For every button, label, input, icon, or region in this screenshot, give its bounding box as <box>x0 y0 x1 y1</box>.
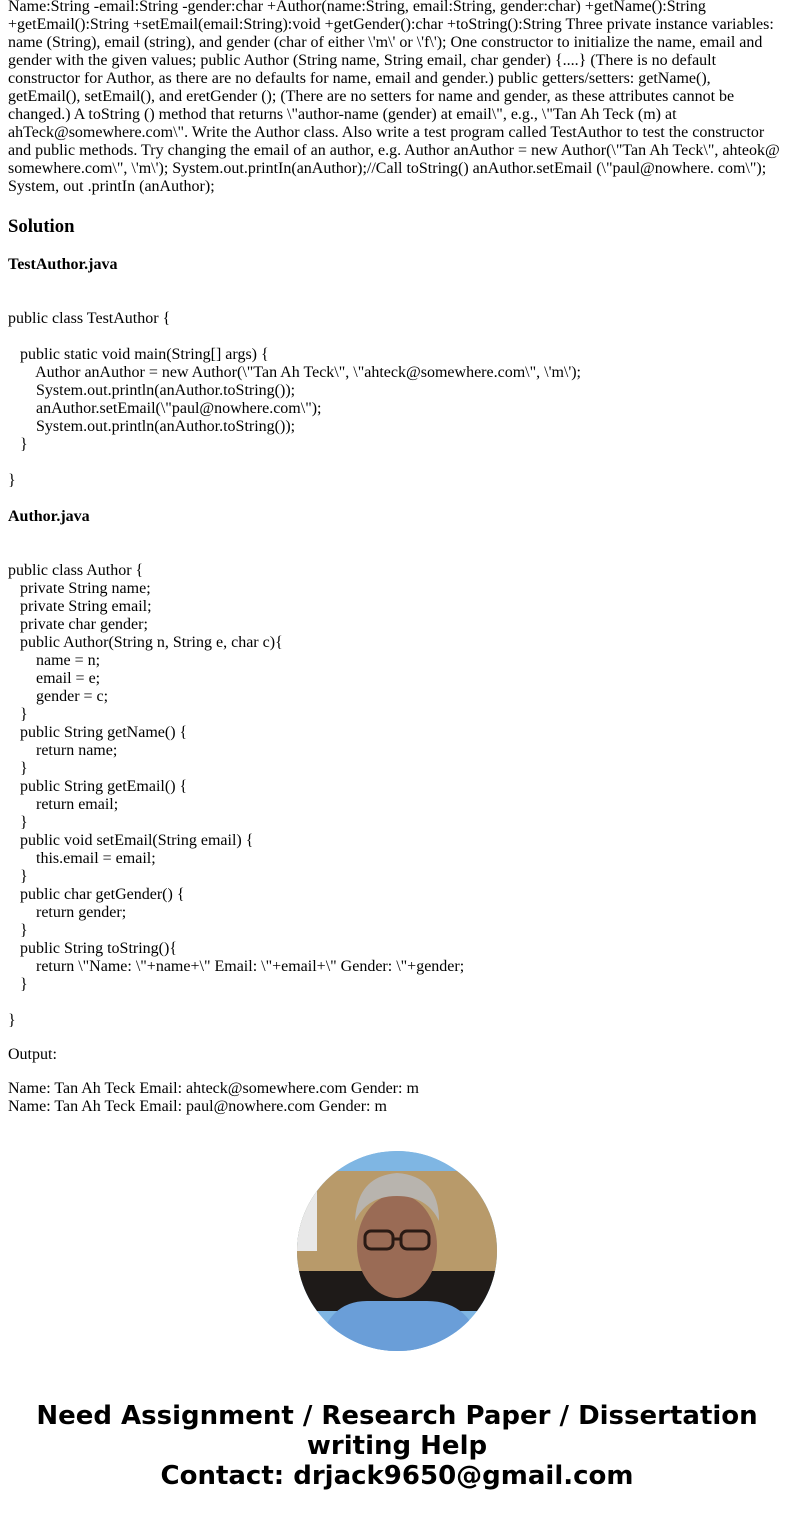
output-label: Output: <box>8 1046 57 1063</box>
solution-heading: Solution <box>8 216 75 237</box>
question-text: Name:String -email:String -gender:char +Author(name:String, email:String, gender:char) +getName():String +getEmail():String +setEmail(email:String):void +getGender():char +toString():String Three private instance variables: name (String), email (string), and gender (char of either \'m\' or \'f\'); One constructor to initialize the name, email and gender with the given values; public Author (String name, String email, char gender) {....} (There is no default constructor for Author, as there are no defaults for name, email and gender.) public getters/setters: getName(), getEmail(), setEmail(), and eretGender (); (There are no setters for name and gender, as these attributes cannot be changed.) A toString () method that returns \"author-name (gender) at email\", e.g., \"Tan Ah Teck (m) at ahTeck@somewhere.com\". Write the Author class. Also write a test program called TestAuthor to test the constructor and public methods. Try changing the email of an author, e.g. Author anAuthor = new Author(\"Tan Ah Teck\", ahteok@ somewhere.com\", \'m\'); System.out.printIn(anAuthor);//Call toString() anAuthor.setEmail (\"paul@nowhere. com\"); System, out .printIn (anAuthor); <box>8 0 780 195</box>
tutor-avatar <box>297 1151 497 1351</box>
author-code: public class Author { private String name; private String email; private char gender; public Author(String n, String e, char c){ name = n; email = e; gender = c; } public String getName() { return name; } public String getEmail() { return email; } public void setEmail(String email) { this.email = email; } public char getGender() { return gender; } public String toString(){ return \"Name: \"+name+\" Email: \"+email+\" Gender: \"+gender; } } <box>8 562 465 1029</box>
promo-line: Need Assignment / Research Paper / Dissertation writing Help <box>36 1401 758 1461</box>
promo-footer <box>0 1401 794 1491</box>
test-file-title: TestAuthor.java <box>8 256 118 273</box>
output-text: Name: Tan Ah Teck Email: ahteck@somewhere.com Gender: m Name: Tan Ah Teck Email: paul@nowhere.com Gender: m <box>8 1080 419 1115</box>
test-author-code: public class TestAuthor { public static void main(String[] args) { Author anAuthor = new Author(\"Tan Ah Teck\", \"ahteck@somewhere.com\", \'m\'); System.out.println(anAuthor.toString()); anAuthor.setEmail(\"paul@nowhere.com\"); System.out.println(anAuthor.toString()); } } <box>8 310 581 489</box>
author-file-title: Author.java <box>8 508 90 525</box>
contact-line: Contact: drjack9650@gmail.com <box>160 1461 634 1491</box>
